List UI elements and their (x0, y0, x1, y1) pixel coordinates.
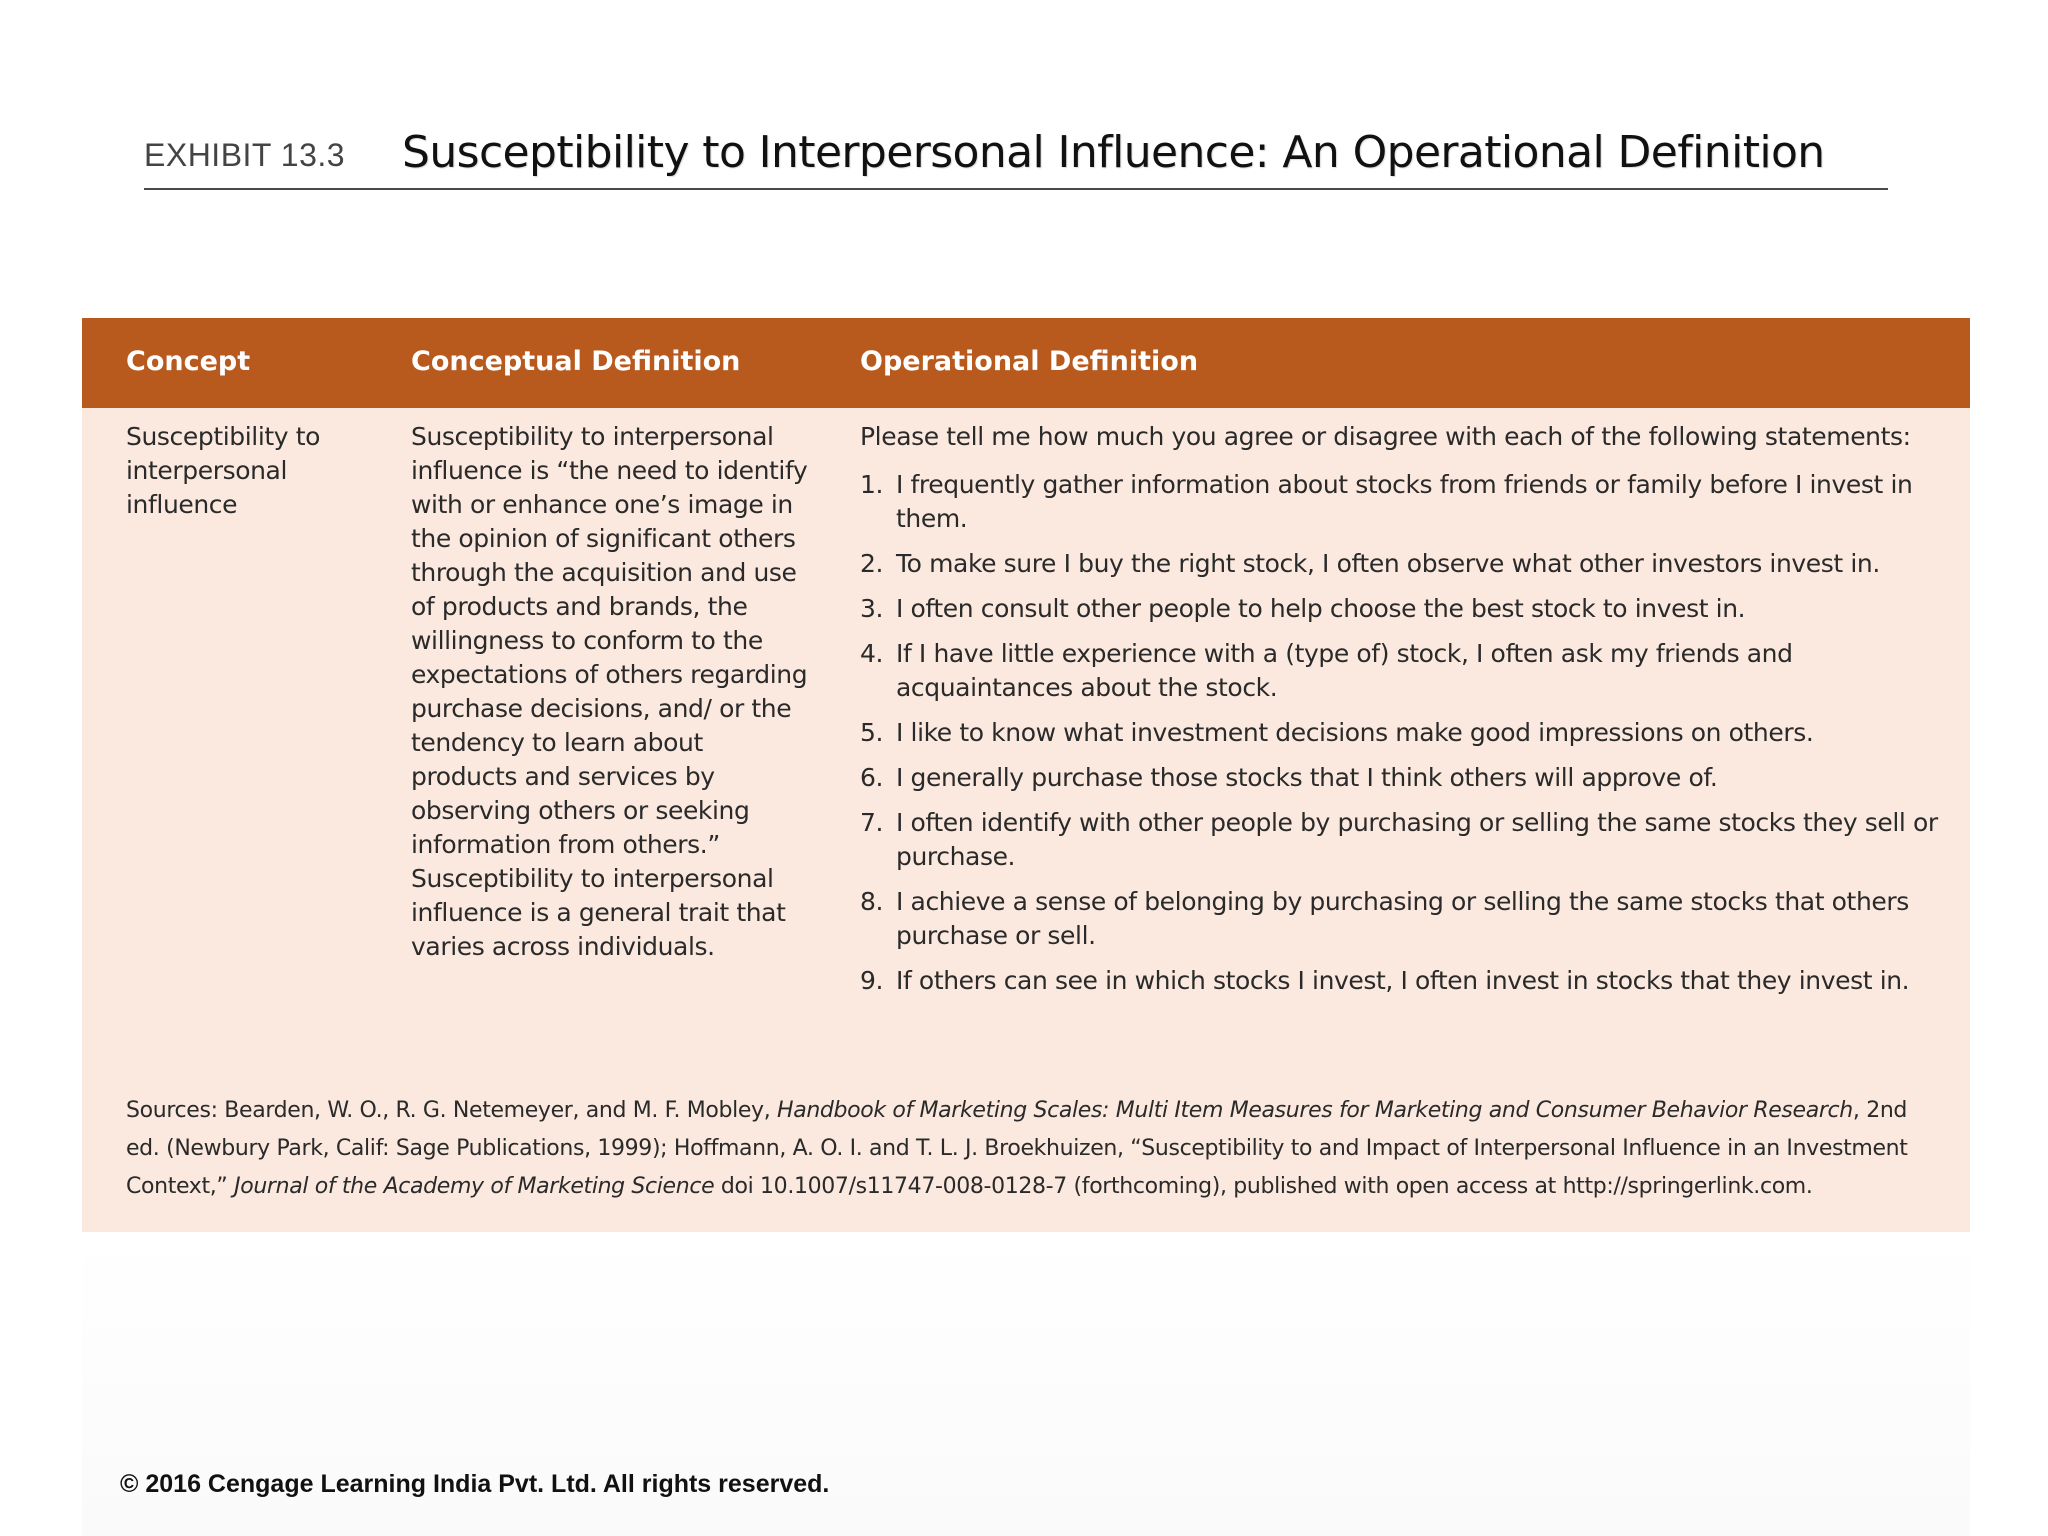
statement-item (860, 592, 1940, 626)
statement-text: I achieve a sense of belonging by purchasing or selling the same stocks that others purchase or sell. (896, 887, 1909, 950)
statement-number: 4. (860, 639, 884, 668)
sources-text-2: , 2nd ed. (Newbury Park, Calif: Sage Publications, 1999); Hoffmann, A. O. I. and T. L. J. Broekhuizen, “Susceptibility to and Impact of Interpersonal Influence in an Investment Context,” (126, 1098, 1908, 1199)
statement-list (860, 468, 1940, 998)
statement-item (860, 716, 1940, 750)
statement-number: 7. (860, 808, 884, 837)
statement-item (860, 468, 1940, 536)
column-header-conceptual-definition: Conceptual Definition (411, 346, 741, 377)
page-title: Susceptibility to Interpersonal Influence: An Operational Definition (402, 127, 1825, 178)
sources-journal-title: Journal of the Academy of Marketing Science (234, 1174, 715, 1199)
statement-item (860, 806, 1940, 874)
exhibit-label: EXHIBIT 13.3 (144, 137, 346, 173)
statement-number: 8. (860, 887, 884, 916)
statement-text: To make sure I buy the right stock, I often observe what other investors invest in. (896, 549, 1880, 578)
statement-number: 6. (860, 763, 884, 792)
statement-text: If I have little experience with a (type of) stock, I often ask my friends and acquaintances about the stock. (896, 639, 1793, 702)
concept-cell: Susceptibility to interpersonal influence (126, 422, 321, 519)
statement-text: I like to know what investment decisions make good impressions on others. (896, 718, 1814, 747)
statement-text: I generally purchase those stocks that I think others will approve of. (896, 763, 1718, 792)
statement-item (860, 547, 1940, 581)
statement-item (860, 885, 1940, 953)
statement-item (860, 964, 1940, 998)
statement-number: 1. (860, 470, 884, 499)
column-header-operational-definition: Operational Definition (860, 346, 1199, 377)
table-header-row (82, 318, 1970, 408)
statement-text: If others can see in which stocks I invest, I often invest in stocks that they invest in. (896, 966, 1910, 995)
sources-book-title: Handbook of Marketing Scales: Multi Item Measures for Marketing and Consumer Behavior Research (777, 1098, 1853, 1123)
statement-item (860, 637, 1940, 705)
statement-number: 5. (860, 718, 884, 747)
copyright-notice: © 2016 Cengage Learning India Pvt. Ltd. All rights reserved. (120, 1470, 830, 1498)
sources-note (126, 1092, 1946, 1206)
sources-text-3: doi 10.1007/s11747-008-0128-7 (forthcoming), published with open access at http://springerlink.com. (714, 1174, 1813, 1199)
statement-item (860, 761, 1940, 795)
statement-number: 2. (860, 549, 884, 578)
conceptual-definition-cell: Susceptibility to interpersonal influence is “the need to identify with or enhance one’s image in the opinion of significant others through the acquisition and use of products and brands, the willingness to conform to the expectations of others regarding purchase decisions, and/ or the tendency to learn about products and services by observing others or seeking information from others.” Susceptibility to interpersonal influence is a general trait that varies across individuals. (411, 422, 808, 961)
column-header-concept: Concept (126, 346, 251, 377)
operational-intro: Please tell me how much you agree or disagree with each of the following statements: (860, 422, 1911, 451)
sources-text-1: Sources: Bearden, W. O., R. G. Netemeyer, and M. F. Mobley, (126, 1098, 777, 1123)
statement-number: 3. (860, 594, 884, 623)
statement-text: I frequently gather information about stocks from friends or family before I invest in them. (896, 470, 1913, 533)
exhibit-table (82, 318, 1970, 1232)
exhibit-header (144, 124, 1888, 190)
statement-text: I often consult other people to help choose the best stock to invest in. (896, 594, 1746, 623)
statement-text: I often identify with other people by purchasing or selling the same stocks they sell or purchase. (896, 808, 1938, 871)
statement-number: 9. (860, 966, 884, 995)
operational-definition-cell (860, 420, 1940, 1009)
